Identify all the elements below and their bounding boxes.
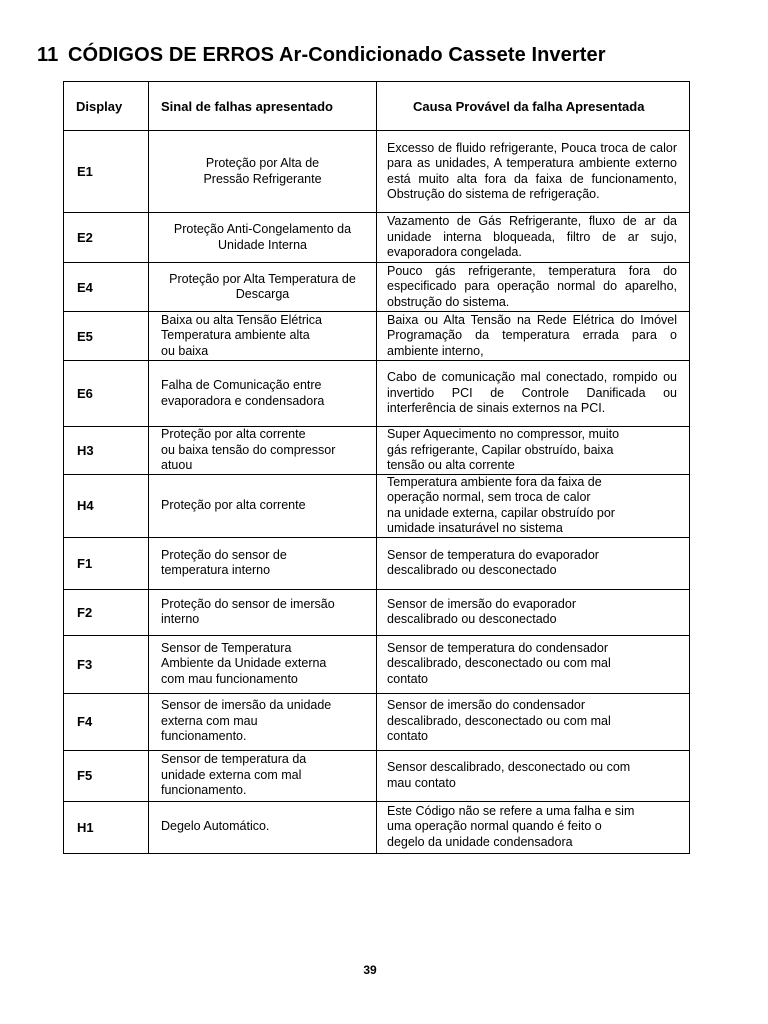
table-row (64, 589, 690, 635)
error-code: E4 (64, 263, 149, 312)
error-code: H4 (64, 474, 149, 537)
header-cause: Causa Provável da falha Apresentada (377, 82, 690, 131)
fault-signal (149, 361, 377, 427)
table-row (64, 537, 690, 589)
fault-signal (149, 635, 377, 693)
fault-signal (149, 263, 377, 312)
probable-cause-text: Excesso de fluido refrigerante, Pouca troca de calor para as unidades, A temperatura ambiente externo está muito alta fora da faixa de funcionamento, Obstrução do sistema de refrigeração. (387, 140, 677, 201)
probable-cause (377, 312, 690, 361)
probable-cause-text: Este Código não se refere a uma falha e sim uma operação normal quando é feito o degelo da unidade condensadora (387, 803, 635, 849)
probable-cause (377, 474, 690, 537)
fault-signal-text: Proteção do sensor de imersão interno (161, 596, 335, 626)
table-row (64, 263, 690, 312)
probable-cause (377, 537, 690, 589)
table-row (64, 361, 690, 427)
error-code: F4 (64, 693, 149, 750)
error-code: F3 (64, 635, 149, 693)
table-row (64, 801, 690, 853)
error-code: E2 (64, 213, 149, 263)
table-row (64, 750, 690, 801)
fault-signal-text: Proteção por alta corrente ou baixa tensão do compressor atuou (161, 427, 336, 472)
probable-cause-text: Vazamento de Gás Refrigerante, fluxo de ar da unidade interna bloqueada, filtro de ar sujo, evaporadora congelada. (387, 214, 677, 260)
fault-signal-text: Proteção do sensor de temperatura interno (161, 547, 287, 577)
fault-signal (149, 801, 377, 853)
table-row (64, 693, 690, 750)
fault-signal-text: Degelo Automático. (161, 819, 270, 834)
fault-signal-text: Proteção Anti-Congelamento da Unidade Interna (173, 222, 352, 252)
probable-cause (377, 589, 690, 635)
fault-signal-text: Proteção por alta corrente (161, 497, 306, 512)
header-display: Display (64, 82, 149, 131)
section-title: CÓDIGOS DE ERROS (68, 44, 275, 66)
page-number: 39 (363, 963, 377, 977)
probable-cause (377, 750, 690, 801)
fault-signal (149, 474, 377, 537)
probable-cause-text: Cabo de comunicação mal conectado, rompido ou invertido PCI de Controle Danificada ou interferência de sinais externos na PCI. (387, 370, 677, 416)
error-code: H3 (64, 427, 149, 475)
probable-cause (377, 427, 690, 475)
probable-cause (377, 213, 690, 263)
table-row (64, 312, 690, 361)
probable-cause-text: Pouco gás refrigerante, temperatura fora do especificado para operação normal do aparelho, obstrução do sistema. (387, 263, 677, 309)
fault-signal-text: Sensor de imersão da unidade externa com mau funcionamento. (161, 698, 332, 744)
section-number: 11 (37, 44, 59, 66)
error-code: F5 (64, 750, 149, 801)
probable-cause (377, 131, 690, 213)
section-subtitle: Ar-Condicionado Cassete Inverter (279, 44, 606, 66)
error-code: E5 (64, 312, 149, 361)
probable-cause-text: Super Aquecimento no compressor, muito gás refrigerante, Capilar obstruído, baixa tensão ou alta corrente (387, 427, 620, 472)
probable-cause-text: Temperatura ambiente fora da faixa de operação normal, sem troca de calor na unidade externa, capilar obstruído por umidade insaturável no sistema (387, 474, 615, 535)
probable-cause-text: Sensor de temperatura do evaporador descalibrado ou desconectado (387, 547, 599, 577)
table-row (64, 427, 690, 475)
fault-signal-text: Proteção por Alta de Pressão Refrigerante (203, 156, 322, 186)
probable-cause-text: Sensor de imersão do condensador descalibrado, desconectado ou com mal contato (387, 698, 611, 744)
table-row (64, 213, 690, 263)
fault-signal-text: Falha de Comunicação entre evaporadora e condensadora (161, 378, 325, 408)
error-code: H1 (64, 801, 149, 853)
fault-signal (149, 213, 377, 263)
table-row (64, 474, 690, 537)
fault-signal-text: Sensor de temperatura da unidade externa com mal funcionamento. (161, 752, 307, 798)
probable-cause (377, 801, 690, 853)
probable-cause (377, 693, 690, 750)
fault-signal (149, 693, 377, 750)
error-codes-table (63, 81, 690, 854)
table-row (64, 635, 690, 693)
fault-signal (149, 750, 377, 801)
fault-signal-text: Sensor de Temperatura Ambiente da Unidade externa com mau funcionamento (161, 640, 327, 686)
header-signal: Sinal de falhas apresentado (149, 82, 377, 131)
error-code: F2 (64, 589, 149, 635)
error-code: E1 (64, 131, 149, 213)
fault-signal (149, 537, 377, 589)
probable-cause-text: Sensor de imersão do evaporador descalibrado ou desconectado (387, 596, 577, 626)
probable-cause-text: Sensor de temperatura do condensador descalibrado, desconectado ou com mal contato (387, 640, 611, 686)
fault-signal-text: Baixa ou alta Tensão Elétrica Temperatura ambiente alta ou baixa (161, 312, 322, 358)
error-code: E6 (64, 361, 149, 427)
fault-signal (149, 131, 377, 213)
fault-signal (149, 589, 377, 635)
probable-cause (377, 635, 690, 693)
page-title (37, 44, 606, 67)
error-code: F1 (64, 537, 149, 589)
probable-cause-text: Sensor descalibrado, desconectado ou com mau contato (387, 760, 631, 790)
probable-cause-text: Baixa ou Alta Tensão na Rede Elétrica do Imóvel Programação da temperatura errada para o ambiente interno, (387, 312, 677, 358)
table-header-row (64, 82, 690, 131)
fault-signal (149, 427, 377, 475)
probable-cause (377, 361, 690, 427)
table-row (64, 131, 690, 213)
fault-signal (149, 312, 377, 361)
fault-signal-text: Proteção por Alta Temperatura de Descarga (169, 271, 356, 301)
probable-cause (377, 263, 690, 312)
